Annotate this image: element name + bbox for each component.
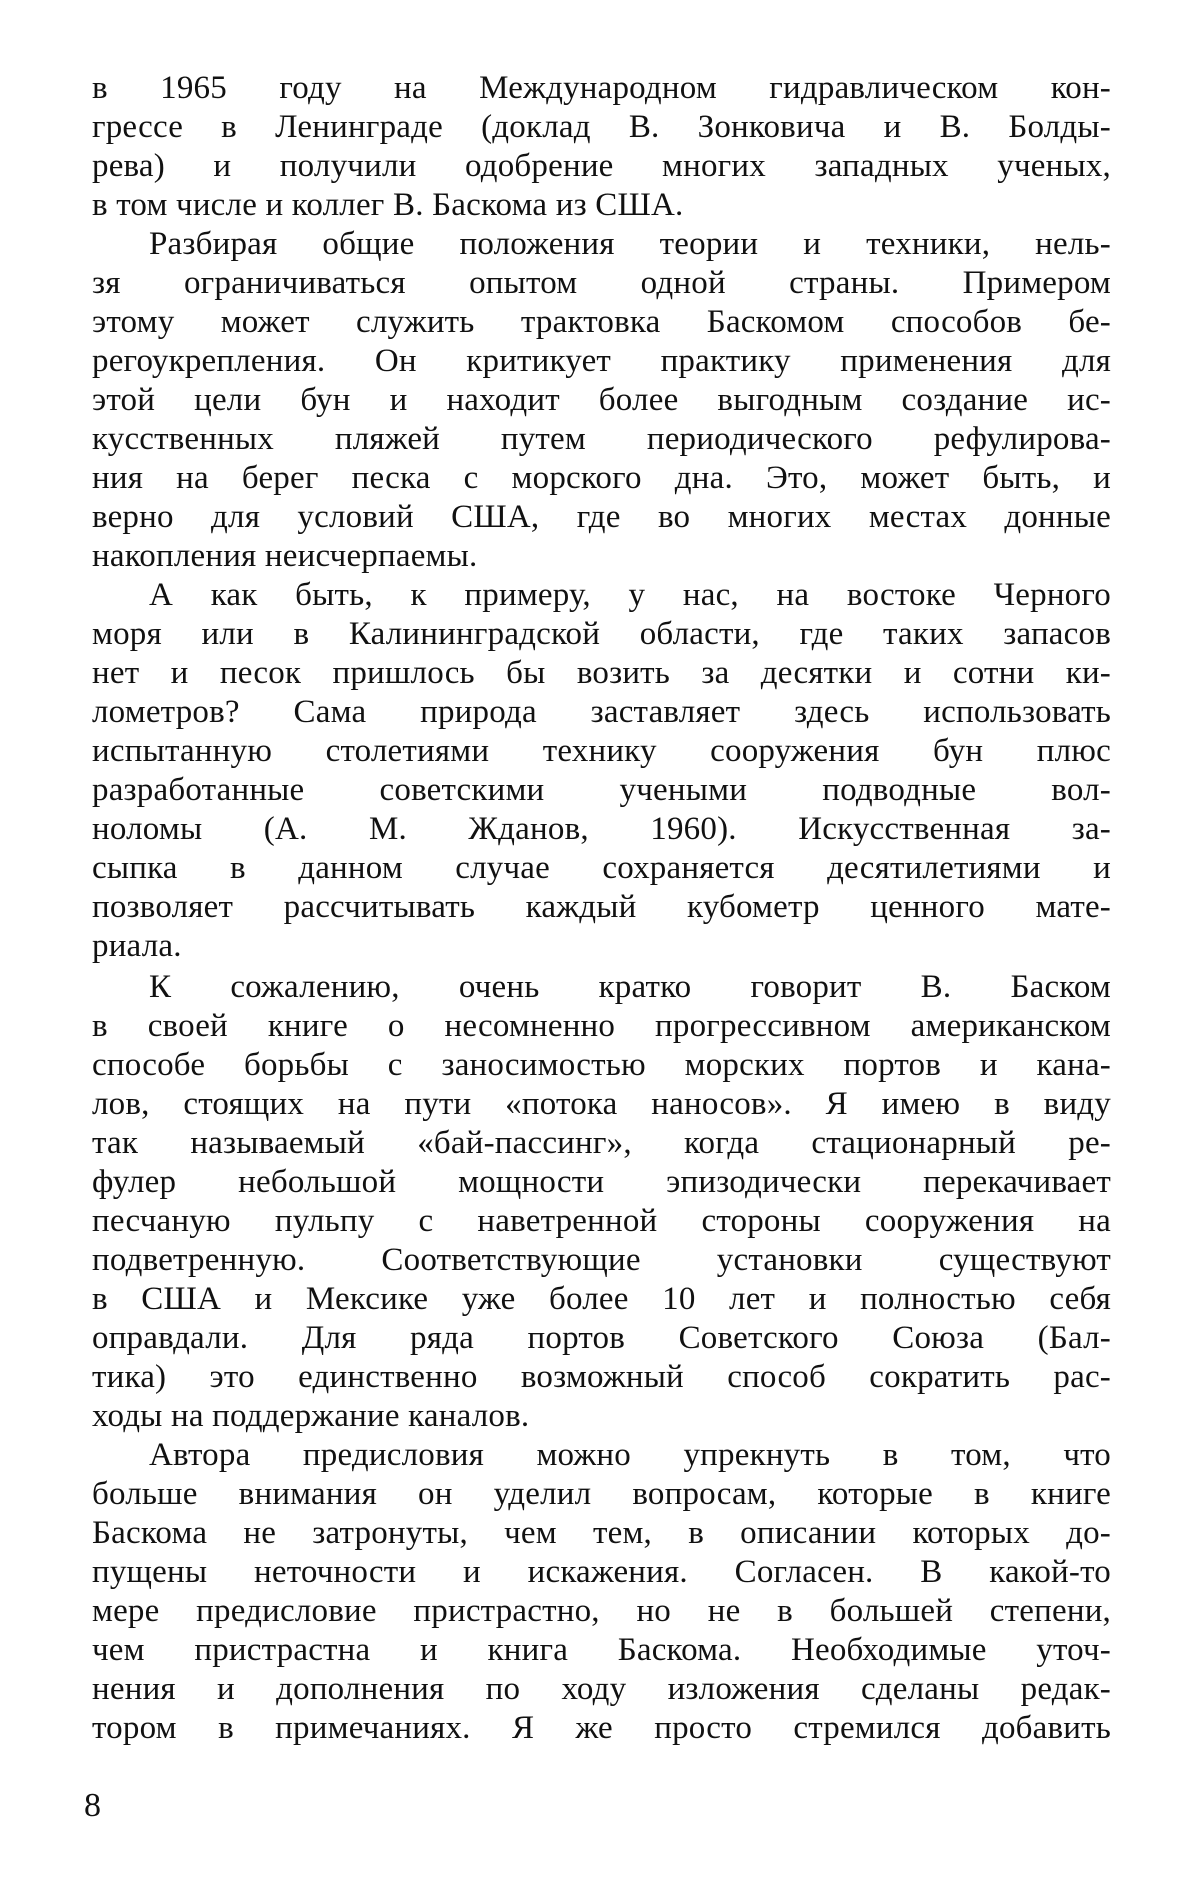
- text-line: ноломы (А. М. Жданов, 1960). Искусственная за-: [92, 811, 1111, 847]
- text-line: песчаную пульпу с наветренной стороны сооружения на: [92, 1203, 1111, 1239]
- text-line: в США и Мексике уже более 10 лет и полностью себя: [92, 1281, 1111, 1317]
- text-line: мере предисловие пристрастно, но не в большей степени,: [92, 1593, 1111, 1629]
- text-line: в своей книге о несомненно прогрессивном американском: [92, 1008, 1111, 1044]
- text-line: тором в примечаниях. Я же просто стремился добавить: [92, 1710, 1111, 1746]
- text-line: ния на берег песка с морского дна. Это, может быть, и: [92, 460, 1111, 496]
- text-line: верно для условий США, где во многих местах донные: [92, 499, 1111, 535]
- text-line: Баскома не затронуты, чем тем, в описании которых до-: [92, 1515, 1111, 1551]
- text-line: нения и дополнения по ходу изложения сделаны редак-: [92, 1671, 1111, 1707]
- text-line: тика) это единственно возможный способ сократить рас-: [92, 1359, 1111, 1395]
- text-line: А как быть, к примеру, у нас, на востоке Черного: [149, 577, 1111, 613]
- text-line: позволяет рассчитывать каждый кубометр ценного мате-: [92, 889, 1111, 925]
- text-line: К сожалению, очень кратко говорит В. Баском: [149, 969, 1111, 1005]
- text-line: грессе в Ленинграде (доклад В. Зонковича и В. Болды-: [92, 109, 1111, 145]
- text-line: так называемый «бай-пассинг», когда стационарный ре-: [92, 1125, 1111, 1161]
- text-line: оправдали. Для ряда портов Советского Союза (Бал-: [92, 1320, 1111, 1356]
- text-line: регоукрепления. Он критикует практику применения для: [92, 343, 1111, 379]
- text-line: риала.: [92, 928, 182, 964]
- text-line: рева) и получили одобрение многих западных ученых,: [92, 148, 1111, 184]
- text-line: кусственных пляжей путем периодического рефулирова-: [92, 421, 1111, 457]
- text-line: чем пристрастна и книга Баскома. Необходимые уточ-: [92, 1632, 1111, 1668]
- text-line: ходы на поддержание каналов.: [92, 1398, 530, 1434]
- text-line: способе борьбы с заносимостью морских портов и кана-: [92, 1047, 1111, 1083]
- page-number: 8: [84, 1787, 101, 1824]
- text-line: фулер небольшой мощности эпизодически перекачивает: [92, 1164, 1111, 1200]
- text-line: Разбирая общие положения теории и техники, нель-: [149, 226, 1111, 262]
- text-line: разработанные советскими учеными подводные вол-: [92, 772, 1111, 808]
- text-line: подветренную. Соответствующие установки существуют: [92, 1242, 1111, 1278]
- text-line: накопления неисчерпаемы.: [92, 538, 478, 574]
- text-line: лометров? Сама природа заставляет здесь использовать: [92, 694, 1111, 730]
- text-line: испытанную столетиями технику сооружения бун плюс: [92, 733, 1111, 769]
- text-line: этой цели бун и находит более выгодным создание ис-: [92, 382, 1111, 418]
- text-line: нет и песок пришлось бы возить за десятки и сотни ки-: [92, 655, 1111, 691]
- text-line: моря или в Калининградской области, где таких запасов: [92, 616, 1111, 652]
- text-line: Автора предисловия можно упрекнуть в том, что: [149, 1437, 1111, 1473]
- text-line: сыпка в данном случае сохраняется десятилетиями и: [92, 850, 1111, 886]
- text-line: зя ограничиваться опытом одной страны. Примером: [92, 265, 1111, 301]
- text-line: лов, стоящих на пути «потока наносов». Я имею в виду: [92, 1086, 1111, 1122]
- text-line: в том числе и коллег В. Баскома из США.: [92, 187, 684, 223]
- text-line: пущены неточности и искажения. Согласен. В какой-то: [92, 1554, 1111, 1590]
- text-line: в 1965 году на Международном гидравлическом кон-: [92, 70, 1111, 106]
- text-line: этому может служить трактовка Баскомом способов бе-: [92, 304, 1111, 340]
- text-line: больше внимания он уделил вопросам, которые в книге: [92, 1476, 1111, 1512]
